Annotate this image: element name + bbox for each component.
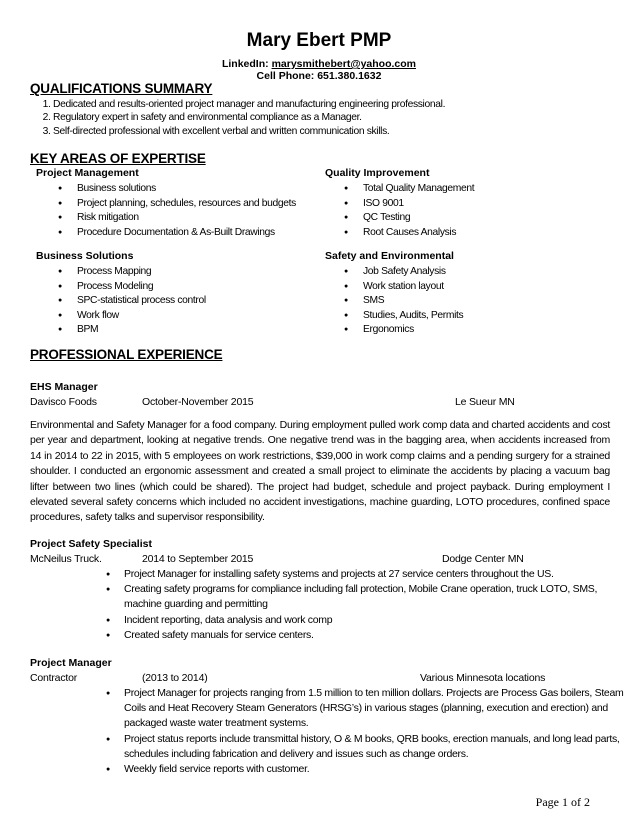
list-item: ● Business solutions [77,182,296,197]
phone-line: Cell Phone: 651.380.1632 [256,70,382,82]
expertise-list [344,265,463,338]
list-item: ● Project status reports include transmittal history, O & M books, QRB books, erection manuals, and long lead parts, schedules including fabrication and delivery and issues such as change orders. [124,732,624,762]
expertise-group-title: Project Management [36,167,139,179]
list-item: ● BPM [77,323,206,338]
job-location: Various Minnesota locations [420,672,546,684]
job-company: Contractor [30,672,78,684]
linkedin-label: LinkedIn: [221,58,272,70]
list-item: ● Job Safety Analysis [363,265,463,280]
list-item: ● ISO 9001 [363,197,474,212]
expertise-list [344,182,474,240]
qualifications-list [30,98,445,138]
expertise-group-title: Business Solutions [36,250,134,262]
job-company: McNeilus Truck. [30,553,102,565]
list-item: ● Project Manager for projects ranging from 1.5 million to ten million dollars. Projects are Process Gas boilers, Steam Coils and Heat Recovery Steam Generators (HRSG’s) in various stages (planning, execution and erection) and packaged waste water treatment systems. [124,686,624,732]
job-bullets [106,686,624,777]
job-dates: 2014 to September 2015 [142,553,254,565]
job-title: Project Manager [30,657,112,669]
list-item: ● Incident reporting, data analysis and work comp [124,613,624,628]
list-item: 3. Self-directed professional with excellent verbal and written communication skills. [53,125,445,138]
job-location: Dodge Center MN [442,553,524,565]
job-dates: October-November 2015 [142,396,254,408]
expertise-list [58,265,206,338]
list-item: ● SMS [363,294,463,309]
page-number: Page 1 of 2 [535,795,590,809]
list-item: ● QC Testing [363,211,474,226]
list-item: 2. Regulatory expert in safety and environmental compliance as a Manager. [53,111,445,124]
job-title: EHS Manager [30,381,98,393]
expertise-heading: KEY AREAS OF EXPERTISE [30,151,206,166]
list-item: ● Created safety manuals for service centers. [124,628,624,643]
linkedin-email-link[interactable]: marysmithebert@yahoo.com [271,58,417,70]
list-item: ● Work station layout [363,280,463,295]
job-company: Davisco Foods [30,396,97,408]
list-item: ● Work flow [77,309,206,324]
job-description: Environmental and Safety Manager for a food company. During employment pulled work comp data and charted accidents and cost per year and department, looking at negative trends. One negative trend was in the bagging area, when accidents increased from 14 in 2014 to 22 in 2015, with 5 employees on work restrictions, $39,000 in work comp claims and a pending surgery for a strained shoulder. I conducted an ergonomic assessment and created a small project to eliminate the accidents by placing a vacuum bag lifter between two lines (which could be shared). The project had budget, schedule and project payback. During employment I elevated several safety concerns which included no accident investigations, machine guarding, LOTO procedures, confined space procedures, safety talks and supervisor responsibility. [30,419,610,524]
list-item: ● Studies, Audits, Permits [363,309,463,324]
list-item: ● SPC-statistical process control [77,294,206,309]
linkedin-line [0,58,638,70]
list-item: ● Root Causes Analysis [363,226,474,241]
list-item: ● Procedure Documentation & As-Built Drawings [77,226,296,241]
list-item: 1. Dedicated and results-oriented project manager and manufacturing engineering professional. [53,98,445,111]
job-title: Project Safety Specialist [30,538,152,550]
expertise-list [58,182,296,240]
job-location: Le Sueur MN [455,396,515,408]
list-item: ● Project planning, schedules, resources and budgets [77,197,296,212]
qualifications-heading: QUALIFICATIONS SUMMARY [30,81,213,96]
expertise-group-title: Safety and Environmental [325,250,454,262]
list-item: ● Ergonomics [363,323,463,338]
job-dates: (2013 to 2014) [142,672,208,684]
job-bullets [106,567,624,643]
list-item: ● Weekly field service reports with customer. [124,762,624,777]
list-item: ● Project Manager for installing safety systems and projects at 27 service centers throughout the US. [124,567,624,582]
list-item: ● Total Quality Management [363,182,474,197]
list-item: ● Risk mitigation [77,211,296,226]
expertise-group-title: Quality Improvement [325,167,430,179]
resume-name: Mary Ebert PMP [246,30,392,51]
list-item: ● Creating safety programs for compliance including fall protection, Mobile Crane operation, truck LOTO, SMS, machine guarding and permitting [124,582,624,612]
experience-heading: PROFESSIONAL EXPERIENCE [30,347,223,362]
list-item: ● Process Modeling [77,280,206,295]
list-item: ● Process Mapping [77,265,206,280]
